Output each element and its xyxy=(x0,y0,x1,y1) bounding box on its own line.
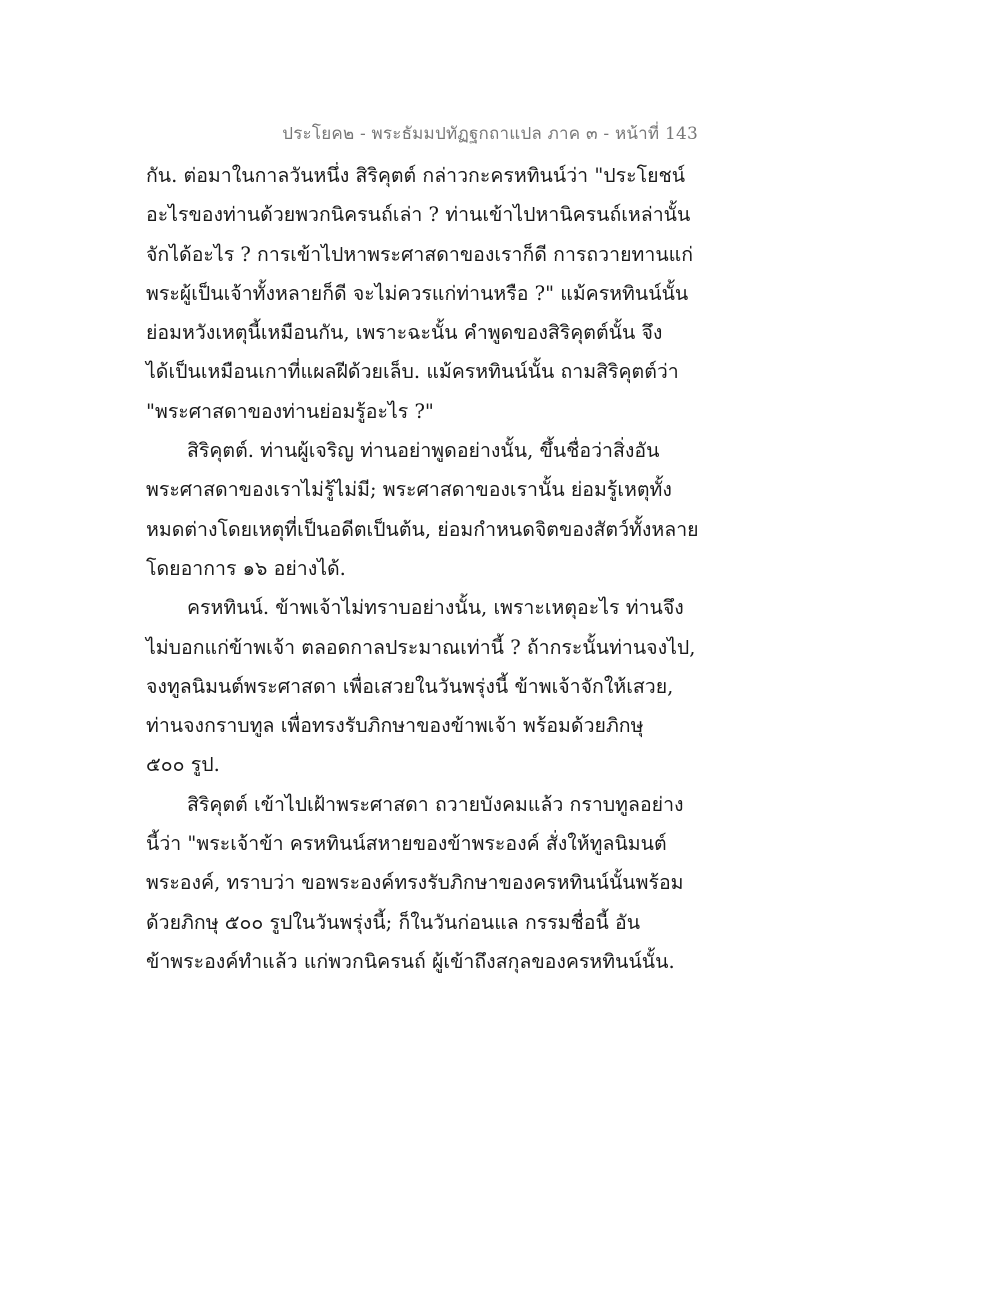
text-line: จงทูลนิมนต์พระศาสดา เพื่อเสวยในวันพรุ่งนี้ ข้าพเจ้าจักให้เสวย, xyxy=(146,674,674,698)
text-line: กัน. ต่อมาในกาลวันหนึ่ง สิริคุตต์ กล่าวกะครหทินน์ว่า "ประโยชน์ xyxy=(146,164,686,187)
paragraph-start-line: ครหทินน์. ข้าพเจ้าไม่ทราบอย่างนั้น, เพราะเหตุอะไร ท่านจึง xyxy=(187,596,684,620)
text-line: "พระศาสดาของท่านย่อมรู้อะไร ?" xyxy=(146,399,434,423)
text-line: ย่อมหวังเหตุนี้เหมือนกัน, เพราะฉะนั้น คำพูดของสิริคุตต์นั้น จึง xyxy=(146,321,663,345)
text-line: หมดต่างโดยเหตุที่เป็นอดีตเป็นต้น, ย่อมกำหนดจิตของสัตว์ทั้งหลาย xyxy=(146,517,699,541)
text-line: พระองค์, ทราบว่า ขอพระองค์ทรงรับภิกษาของครหทินน์นั้นพร้อม xyxy=(146,871,684,895)
text-line: นี้ว่า "พระเจ้าข้า ครหทินน์สหายของข้าพระองค์ สั่งให้ทูลนิมนต์ xyxy=(146,832,667,856)
text-line: โดยอาการ ๑๖ อย่างได้. xyxy=(146,556,346,580)
paragraph-start-line: สิริคุตต์. ท่านผู้เจริญ ท่านอย่าพูดอย่างนั้น, ขึ้นชื่อว่าสิ่งอัน xyxy=(187,439,660,463)
text-line: ไม่บอกแก่ข้าพเจ้า ตลอดกาลประมาณเท่านี้ ? ถ้ากระนั้นท่านจงไป, xyxy=(146,635,696,659)
text-line: อะไรของท่านด้วยพวกนิครนถ์เล่า ? ท่านเข้าไปหานิครนถ์เหล่านั้น xyxy=(146,203,691,227)
text-line: ได้เป็นเหมือนเกาที่แผลฝีด้วยเล็บ. แม้ครหทินน์นั้น ถามสิริคุตต์ว่า xyxy=(146,360,679,384)
body-text xyxy=(146,156,706,981)
paragraph-start-line: สิริคุตต์ เข้าไปเฝ้าพระศาสดา ถวายบังคมแล้ว กราบทูลอย่าง xyxy=(187,792,684,816)
text-line: พระผู้เป็นเจ้าทั้งหลายก็ดี จะไม่ควรแก่ท่านหรือ ?" แม้ครหทินน์นั้น xyxy=(146,281,689,305)
text-line: จักได้อะไร ? การเข้าไปหาพระศาสดาของเราก็ดี การถวายทานแก่ xyxy=(146,242,694,266)
running-header: ประโยค๒ - พระธัมมปทัฏฐกถาแปล ภาค ๓ - หน้าที่ 143 xyxy=(282,124,698,144)
text-line: พระศาสดาของเราไม่รู้ไม่มี; พระศาสดาของเรานั้น ย่อมรู้เหตุทั้ง xyxy=(146,478,672,502)
text-line: ๕๐๐ รูป. xyxy=(146,753,220,777)
text-line: ด้วยภิกษุ ๕๐๐ รูปในวันพรุ่งนี้; ก็ในวันก่อนแล กรรมชื่อนี้ อัน xyxy=(146,910,641,934)
text-line: ท่านจงกราบทูล เพื่อทรงรับภิกษาของข้าพเจ้า พร้อมด้วยภิกษุ xyxy=(146,714,644,738)
text-line: ข้าพระองค์ทำแล้ว แก่พวกนิครนถ์ ผู้เข้าถึงสกุลของครหทินน์นั้น. xyxy=(146,949,675,973)
